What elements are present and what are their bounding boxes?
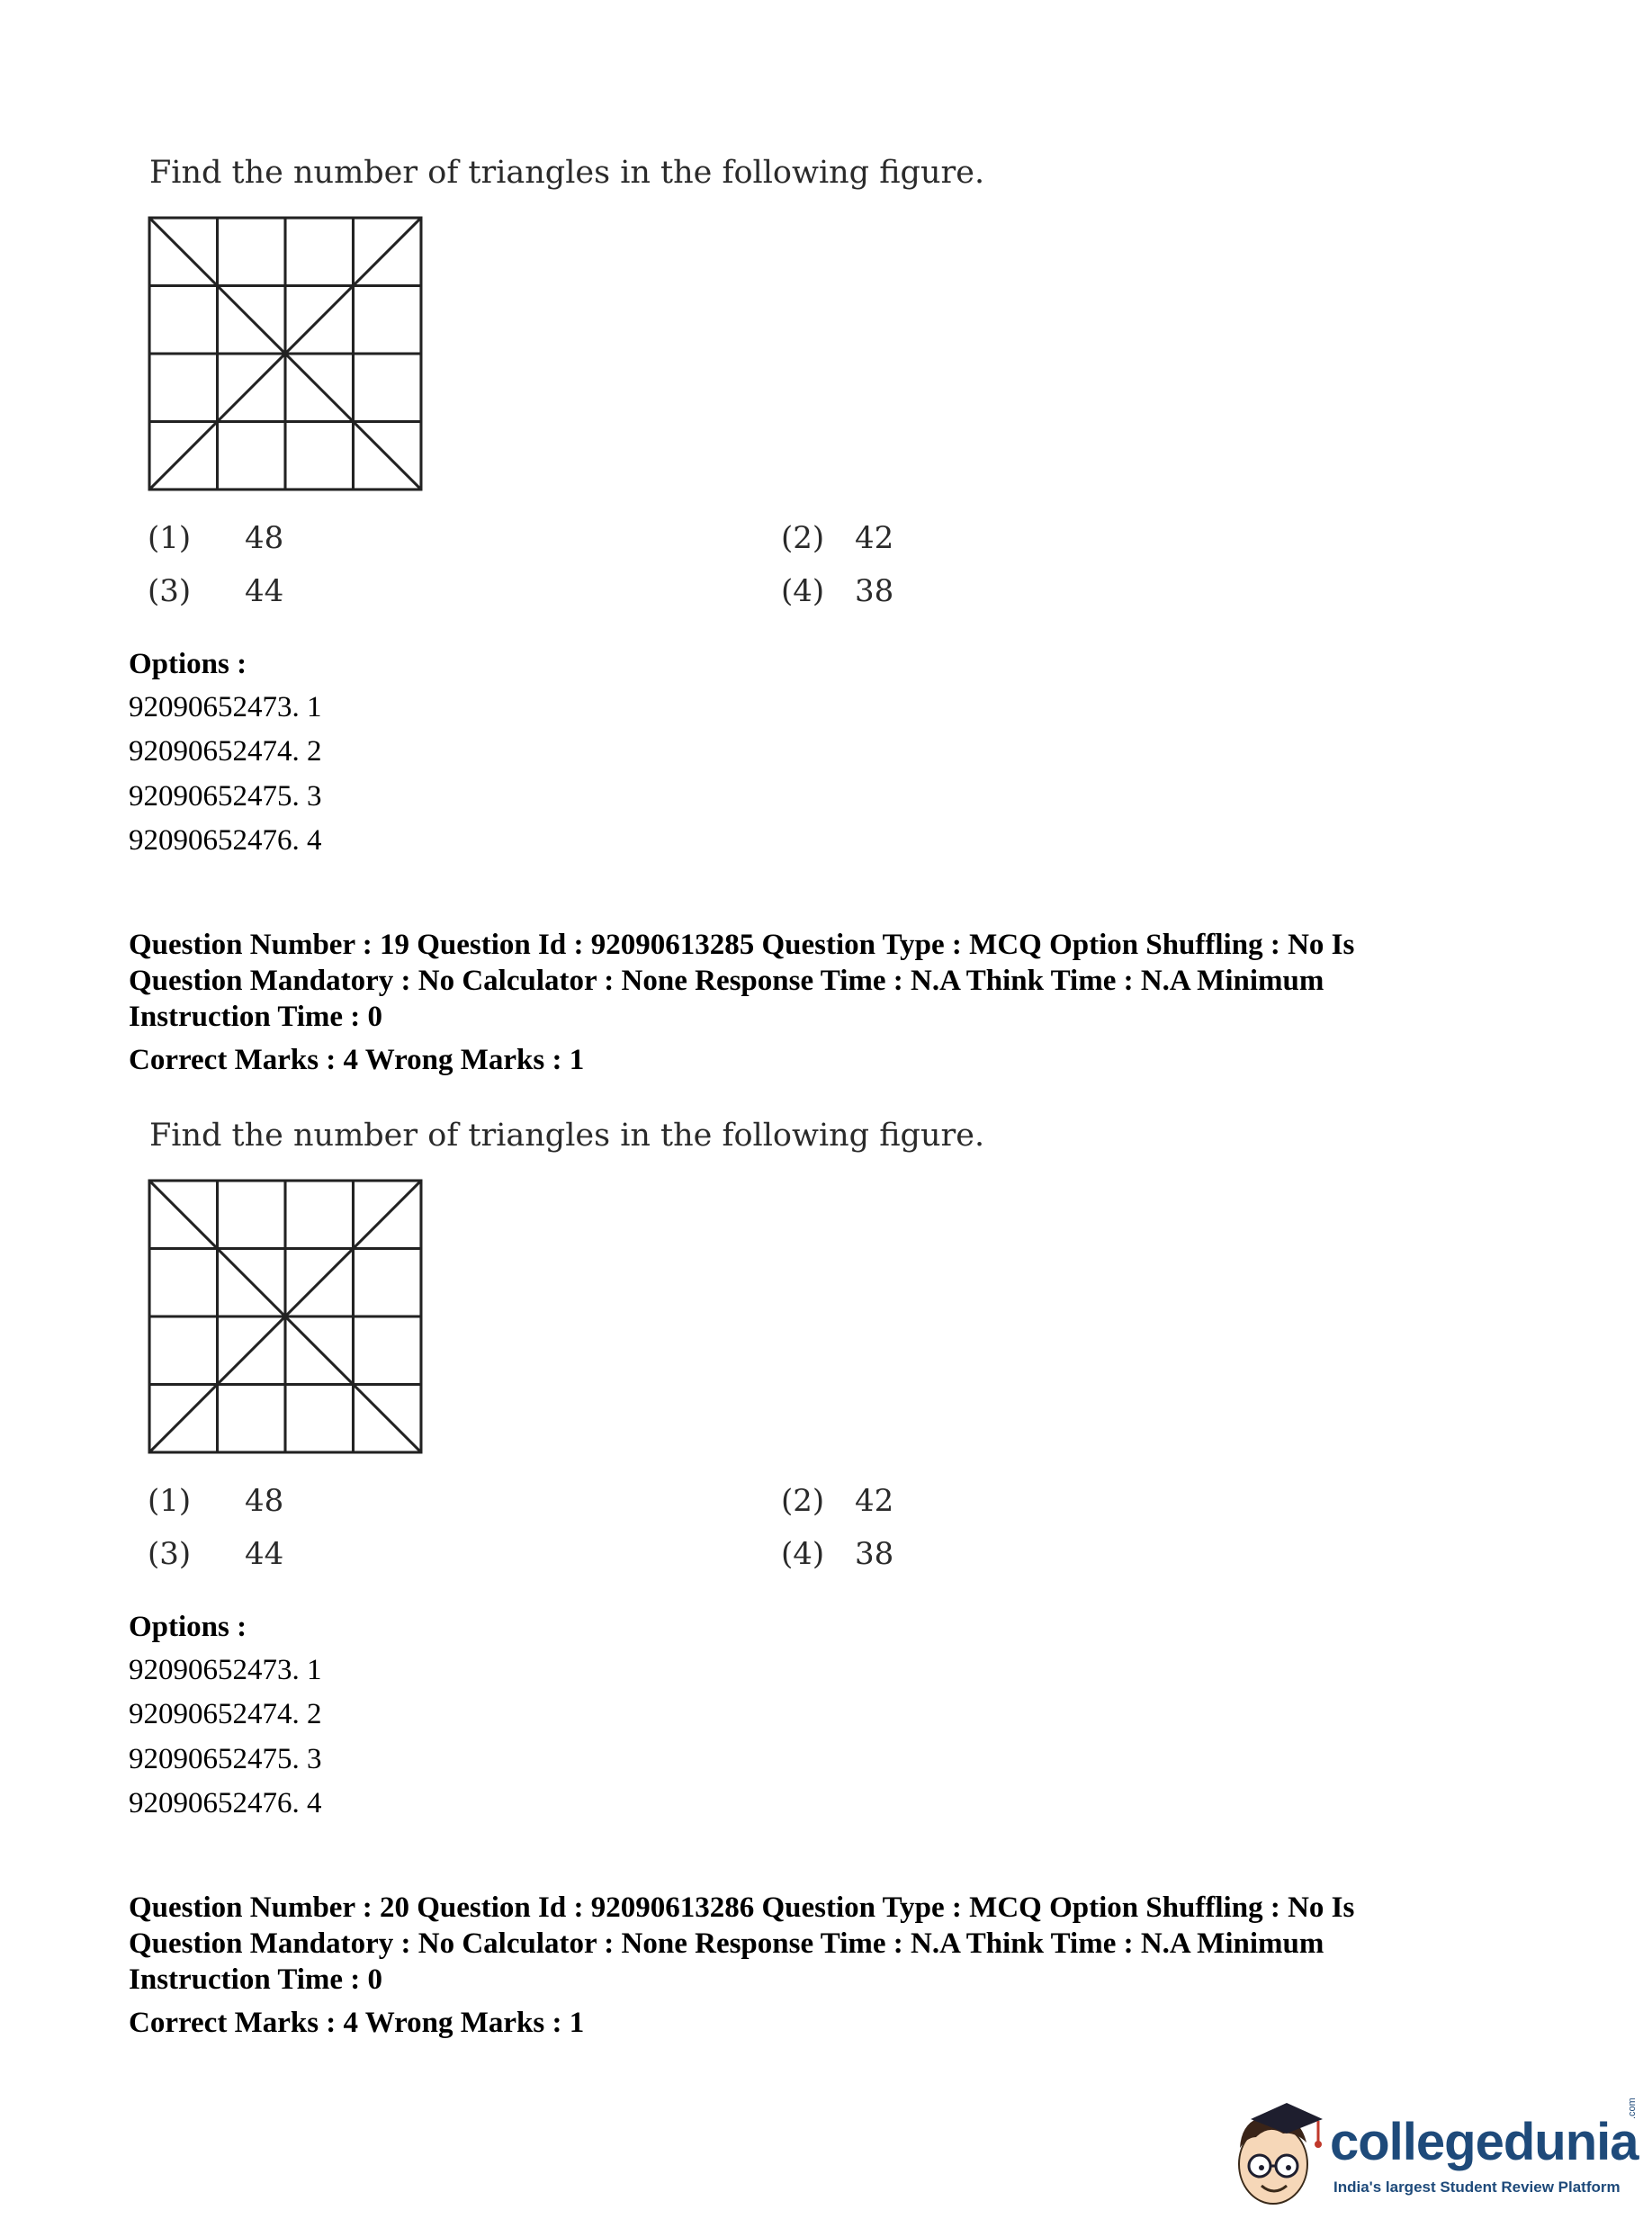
option-line: 92090652473. 1 — [129, 1654, 322, 1686]
logo-tagline: India's largest Student Review Platform — [1333, 2179, 1621, 2196]
options-heading: Options : — [129, 648, 247, 680]
options-heading: Options : — [129, 1611, 247, 1643]
choice-number: (3) — [148, 573, 192, 609]
meta-line: Question Mandatory : No Calculator : None Response Time : N.A Think Time : N.A Minimum — [129, 965, 1324, 997]
choice-number: (4) — [781, 573, 825, 609]
marks-line: Correct Marks : 4 Wrong Marks : 1 — [129, 2007, 585, 2039]
option-line: 92090652474. 2 — [129, 1698, 322, 1730]
meta-line: Instruction Time : 0 — [129, 1963, 383, 1996]
choice-number: (2) — [781, 1483, 825, 1519]
question-meta — [129, 1890, 1532, 1998]
choice-number: (1) — [148, 520, 192, 556]
choice-value: 44 — [245, 573, 284, 609]
choice-value: 42 — [855, 1483, 894, 1519]
choice-number: (3) — [148, 1536, 192, 1572]
choice-value: 38 — [855, 1536, 894, 1572]
question-meta — [129, 927, 1532, 1035]
mascot-icon — [1224, 2092, 1332, 2218]
meta-line: Question Number : 20 Question Id : 92090613286 Question Type : MCQ Option Shuffling : No Is — [129, 1891, 1355, 1924]
option-line: 92090652476. 4 — [129, 1787, 322, 1819]
choice-value: 42 — [855, 520, 894, 556]
logo-wordmark: collegedunia — [1330, 2113, 1639, 2171]
question-text: Find the number of triangles in the following figure. — [149, 155, 985, 191]
option-line: 92090652473. 1 — [129, 691, 322, 723]
meta-line: Question Number : 19 Question Id : 92090613285 Question Type : MCQ Option Shuffling : No Is — [129, 929, 1355, 961]
choice-value: 48 — [245, 1483, 284, 1519]
triangle-grid-figure — [147, 1179, 424, 1454]
choice-number: (2) — [781, 520, 825, 556]
choice-number: (1) — [148, 1483, 192, 1519]
option-line: 92090652475. 3 — [129, 780, 322, 813]
option-line: 92090652476. 4 — [129, 824, 322, 857]
question-text: Find the number of triangles in the following figure. — [149, 1118, 985, 1154]
choice-number: (4) — [781, 1536, 825, 1572]
meta-line: Instruction Time : 0 — [129, 1001, 383, 1033]
triangle-grid-figure — [147, 216, 424, 491]
meta-line: Question Mandatory : No Calculator : None Response Time : N.A Think Time : N.A Minimum — [129, 1927, 1324, 1960]
marks-line: Correct Marks : 4 Wrong Marks : 1 — [129, 1044, 585, 1076]
logo-com: .com — [1627, 2098, 1638, 2119]
choice-value: 44 — [245, 1536, 284, 1572]
choice-value: 38 — [855, 573, 894, 609]
option-line: 92090652474. 2 — [129, 735, 322, 768]
choice-value: 48 — [245, 520, 284, 556]
collegedunia-logo — [1224, 2092, 1647, 2218]
option-line: 92090652475. 3 — [129, 1743, 322, 1775]
